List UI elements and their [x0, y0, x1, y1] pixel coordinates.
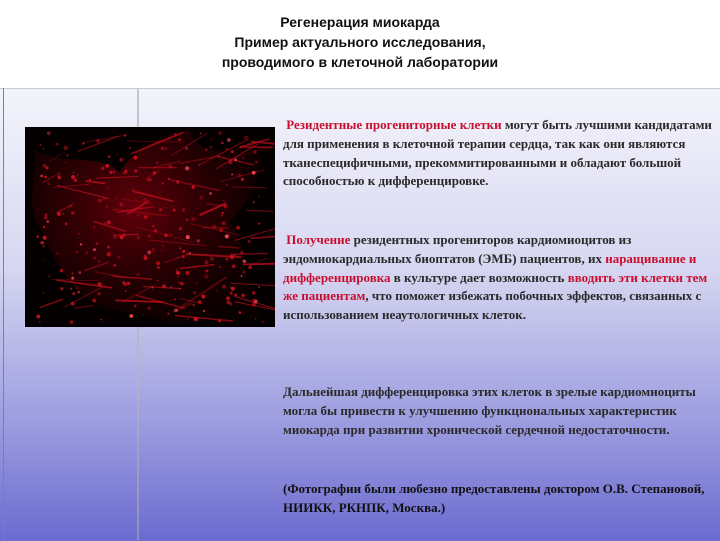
cell-granule	[249, 143, 251, 145]
cell-micrograph	[25, 127, 275, 327]
cell-granule	[178, 276, 179, 277]
cell-granule	[182, 208, 185, 211]
cell-granule	[98, 199, 102, 203]
cell-granule	[237, 174, 241, 178]
cell-granule	[178, 281, 180, 283]
cell-granule	[118, 256, 120, 258]
photo-credit: (Фотографии были любезно предоставлены доктором О.В. Степановой, НИИКК, РКНПК, Москва.)	[283, 480, 720, 518]
cell-granule	[93, 256, 96, 259]
cell-granule	[253, 201, 255, 203]
cell-granule	[247, 240, 250, 243]
cell-granule	[161, 250, 162, 251]
cell-granule	[187, 318, 189, 320]
cell-granule	[143, 198, 147, 202]
cell-granule	[252, 291, 255, 294]
cell-granule	[164, 234, 167, 237]
cell-granule	[154, 230, 156, 232]
cell-granule	[203, 310, 205, 312]
cell-granule	[134, 169, 137, 172]
cell-granule	[36, 235, 39, 238]
cell-fiber	[230, 253, 268, 254]
cell-granule	[191, 217, 195, 221]
cell-granule	[86, 184, 88, 186]
left-border-line	[3, 88, 4, 540]
cell-granule	[186, 271, 190, 275]
cell-granule	[244, 136, 248, 140]
cell-granule	[127, 282, 130, 285]
cell-granule	[258, 223, 260, 225]
cell-granule	[134, 304, 137, 307]
highlight-expansion: наращивание и дифференцировка	[283, 251, 696, 285]
cell-granule	[43, 245, 45, 247]
cell-granule	[47, 131, 51, 135]
cell-granule	[44, 213, 47, 216]
cell-fiber	[40, 299, 63, 307]
cell-micrograph-image	[25, 127, 275, 327]
cell-fiber	[248, 258, 266, 267]
paragraph-2-text-2: в культуре дает возможность	[391, 270, 568, 285]
cell-granule	[239, 311, 242, 314]
cell-granule	[132, 189, 135, 192]
cell-granule	[228, 160, 232, 164]
cell-granule	[182, 255, 185, 258]
cell-granule	[57, 212, 61, 216]
cell-granule	[219, 228, 223, 232]
cell-granule	[43, 148, 45, 150]
cell-granule	[78, 291, 80, 293]
paragraph-2-text-3: , что поможет избежать побочных эффектов, связанных с использованием неаутологичных клеток.	[283, 288, 701, 322]
cell-granule	[125, 290, 127, 292]
cell-granule	[62, 213, 63, 214]
cell-granule	[221, 142, 224, 145]
cell-granule	[152, 287, 154, 289]
cell-granule	[262, 321, 264, 323]
cell-granule	[255, 161, 258, 164]
cell-granule	[180, 247, 181, 248]
cell-granule	[97, 282, 101, 286]
cell-granule	[204, 274, 208, 278]
cell-granule	[174, 133, 176, 135]
cell-granule	[234, 294, 237, 297]
cell-granule	[70, 288, 72, 290]
cell-granule	[108, 155, 110, 157]
cell-granule	[232, 265, 236, 269]
cell-granule	[198, 164, 200, 166]
cell-granule	[170, 300, 171, 301]
cell-granule	[36, 315, 40, 319]
cell-granule	[222, 212, 224, 214]
cell-fiber	[247, 210, 273, 211]
paragraph-differentiation: Дальнейшая дифференцировка этих клеток в зрелые кардиомиоциты могла бы привести к улучшению функциональных характеристик миокарда при развитии хронической сердечной недостаточности.	[283, 383, 720, 439]
cell-granule	[123, 173, 125, 175]
cell-granule	[39, 144, 41, 146]
cell-granule	[92, 299, 96, 303]
cell-granule	[237, 271, 238, 272]
cell-granule	[223, 205, 225, 207]
cell-granule	[179, 227, 182, 230]
cell-granule	[167, 313, 169, 315]
cell-granule	[209, 192, 211, 194]
cell-granule	[103, 197, 106, 200]
cell-granule	[243, 259, 247, 263]
cell-granule	[226, 296, 230, 300]
cell-granule	[153, 171, 156, 174]
cell-granule	[242, 157, 244, 159]
cell-granule	[159, 208, 162, 211]
cell-granule	[104, 222, 106, 224]
cell-granule	[161, 147, 165, 151]
cell-granule	[60, 269, 63, 272]
cell-granule	[177, 182, 179, 184]
cell-granule	[69, 205, 72, 208]
paragraph-1-text: могут быть лучшими кандидатами для применения в клеточной терапии сердца, так как они являются тканеспецифичными, прекоммитированными и обладают большой способностью к дифференцировке.	[283, 117, 712, 188]
cell-granule	[226, 184, 228, 186]
cell-granule	[46, 220, 49, 223]
cell-granule	[182, 250, 185, 253]
cell-granule	[101, 167, 105, 171]
cell-granule	[192, 185, 195, 188]
cell-granule	[174, 308, 178, 312]
cell-granule	[113, 264, 116, 267]
cell-granule	[193, 304, 195, 306]
cell-granule	[225, 234, 229, 238]
cell-granule	[146, 178, 150, 182]
cell-granule	[93, 226, 95, 228]
cell-granule	[98, 260, 101, 263]
cell-granule	[209, 146, 212, 149]
cell-granule	[102, 321, 103, 322]
cell-granule	[218, 319, 221, 322]
cell-granule	[107, 252, 111, 256]
cell-granule	[56, 143, 59, 146]
cell-granule	[93, 248, 96, 251]
cell-granule	[152, 248, 155, 251]
cell-granule	[113, 235, 117, 239]
cell-granule	[156, 261, 160, 265]
cell-granule	[162, 284, 166, 288]
cell-granule	[185, 166, 189, 170]
cell-granule	[124, 134, 126, 136]
cell-granule	[64, 146, 68, 150]
cell-granule	[78, 233, 80, 235]
cell-granule	[129, 314, 133, 318]
cell-granule	[82, 142, 84, 144]
cell-granule	[226, 258, 229, 261]
cell-granule	[108, 187, 109, 188]
cell-granule	[129, 147, 131, 149]
cell-granule	[193, 291, 196, 294]
cell-granule	[71, 277, 74, 280]
cell-granule	[136, 273, 139, 276]
cell-granule	[43, 236, 47, 240]
cell-granule	[179, 288, 181, 290]
cell-granule	[148, 307, 151, 310]
cell-granule	[176, 269, 178, 271]
cell-granule	[236, 226, 240, 230]
cell-granule	[176, 271, 180, 275]
cell-granule	[96, 139, 100, 143]
cell-granule	[219, 266, 221, 268]
cell-granule	[71, 302, 75, 306]
cell-granule	[165, 147, 167, 149]
cell-granule	[185, 147, 188, 150]
cell-granule	[118, 234, 119, 235]
cell-granule	[43, 164, 47, 168]
cell-granule	[60, 287, 63, 290]
cell-granule	[229, 235, 230, 236]
cell-granule	[71, 211, 74, 214]
cell-granule	[72, 272, 74, 274]
cell-granule	[200, 132, 202, 134]
cell-granule	[70, 320, 74, 324]
cell-granule	[106, 206, 108, 208]
cell-granule	[201, 294, 205, 298]
cell-granule	[170, 233, 173, 236]
cell-granule	[157, 266, 160, 269]
cell-granule	[227, 138, 231, 142]
cell-granule	[44, 216, 47, 219]
paragraph-obtaining	[283, 231, 720, 325]
cell-granule	[89, 179, 91, 181]
cell-granule	[243, 270, 246, 273]
cell-granule	[65, 162, 66, 163]
cell-granule	[114, 209, 116, 211]
cell-granule	[116, 198, 118, 200]
cell-granule	[85, 251, 88, 254]
cell-granule	[197, 239, 200, 242]
paragraph-2-text-1: резидентных прогениторов кардиомиоцитов из эндомиокардиальных биоптатов (ЭМБ) пациентов, их	[283, 232, 631, 266]
cell-granule	[212, 225, 216, 229]
cell-granule	[168, 178, 170, 180]
cell-granule	[119, 202, 123, 206]
cell-granule	[47, 183, 50, 186]
title-line-3: проводимого в клеточной лаборатории	[0, 52, 720, 72]
cell-granule	[241, 275, 243, 277]
cell-granule	[107, 220, 111, 224]
cell-granule	[98, 292, 101, 295]
cell-granule	[74, 178, 77, 181]
cell-fiber	[239, 147, 272, 148]
slide-title	[0, 0, 720, 88]
highlight-resident-cells: Резидентные прогениторные клетки	[286, 117, 501, 132]
cell-granule	[205, 260, 209, 264]
paragraph-resident-cells	[283, 116, 720, 191]
cell-granule	[252, 171, 256, 175]
cell-granule	[241, 178, 244, 181]
cell-granule	[43, 226, 45, 228]
cell-granule	[198, 300, 201, 303]
cell-granule	[57, 172, 61, 176]
cell-granule	[170, 286, 172, 288]
cell-granule	[255, 318, 257, 320]
cell-granule	[56, 252, 59, 255]
cell-granule	[186, 218, 189, 221]
cell-granule	[226, 148, 228, 150]
cell-granule	[258, 196, 260, 198]
cell-granule	[124, 170, 128, 174]
cell-granule	[234, 158, 237, 161]
cell-granule	[107, 246, 110, 249]
cell-granule	[109, 171, 112, 174]
cell-granule	[189, 171, 190, 172]
cell-granule	[252, 303, 256, 307]
cell-granule	[77, 174, 79, 176]
cell-granule	[216, 290, 217, 291]
cell-granule	[248, 266, 252, 270]
cell-granule	[123, 282, 127, 286]
cell-granule	[152, 225, 154, 227]
cell-granule	[258, 286, 260, 288]
cell-granule	[168, 165, 172, 169]
cell-granule	[226, 300, 230, 304]
cell-granule	[193, 317, 197, 321]
cell-granule	[112, 171, 115, 174]
title-line-2: Пример актуального исследования,	[0, 32, 720, 52]
cell-granule	[143, 314, 145, 316]
cell-granule	[48, 275, 50, 277]
cell-granule	[96, 242, 99, 245]
cell-granule	[158, 301, 160, 303]
cell-granule	[120, 236, 124, 240]
cell-granule	[71, 175, 75, 179]
cell-granule	[65, 223, 68, 226]
cell-granule	[162, 245, 163, 246]
cell-granule	[162, 182, 164, 184]
cell-granule	[253, 150, 257, 154]
cell-granule	[144, 215, 148, 219]
cell-granule	[221, 215, 223, 217]
cell-granule	[222, 221, 226, 225]
cell-granule	[199, 196, 203, 200]
cell-granule	[39, 321, 41, 323]
cell-granule	[180, 282, 184, 286]
cell-granule	[222, 285, 226, 289]
cell-granule	[43, 292, 45, 294]
cell-granule	[76, 251, 79, 254]
cell-granule	[205, 270, 208, 273]
cell-granule	[230, 292, 233, 295]
cell-granule	[76, 287, 79, 290]
cell-granule	[100, 319, 102, 321]
cell-granule	[73, 172, 75, 174]
cell-granule	[210, 313, 211, 314]
cell-granule	[189, 252, 191, 254]
cell-granule	[46, 166, 49, 169]
cell-granule	[230, 255, 234, 259]
cell-granule	[137, 236, 140, 239]
highlight-reinject: вводить эти клетки тем же пациентам	[283, 270, 707, 304]
cell-fiber	[243, 264, 275, 265]
cell-granule	[44, 176, 47, 179]
cell-granule	[232, 287, 234, 289]
cell-granule	[80, 243, 82, 245]
cell-granule	[40, 241, 44, 245]
cell-granule	[57, 154, 58, 155]
cell-granule	[231, 150, 234, 153]
cell-granule	[144, 256, 148, 260]
cell-granule	[196, 283, 197, 284]
cell-granule	[178, 138, 181, 141]
cell-granule	[147, 250, 151, 254]
cell-granule	[119, 158, 123, 162]
cell-granule	[241, 294, 245, 298]
cell-granule	[155, 161, 158, 164]
cell-granule	[40, 175, 43, 178]
cell-granule	[205, 149, 207, 151]
cell-granule	[157, 280, 159, 282]
cell-granule	[174, 299, 176, 301]
cell-granule	[137, 214, 138, 215]
highlight-obtaining: Получение	[286, 232, 350, 247]
cell-granule	[218, 131, 222, 135]
cell-granule	[231, 174, 233, 176]
title-line-1: Регенерация миокарда	[0, 12, 720, 32]
cell-granule	[240, 251, 243, 254]
cell-granule	[252, 298, 256, 302]
cell-granule	[223, 200, 224, 201]
cell-granule	[44, 259, 45, 260]
cell-granule	[210, 139, 212, 141]
cell-fiber	[74, 305, 94, 308]
cell-granule	[78, 271, 81, 274]
cell-granule	[186, 235, 190, 239]
cell-granule	[173, 209, 176, 212]
cell-granule	[134, 156, 138, 160]
cell-granule	[66, 154, 69, 157]
cell-granule	[116, 154, 118, 156]
cell-granule	[148, 234, 151, 237]
cell-granule	[72, 292, 75, 295]
cell-granule	[210, 257, 214, 261]
cell-granule	[105, 164, 109, 168]
cell-granule	[177, 257, 178, 258]
cell-granule	[194, 267, 195, 268]
